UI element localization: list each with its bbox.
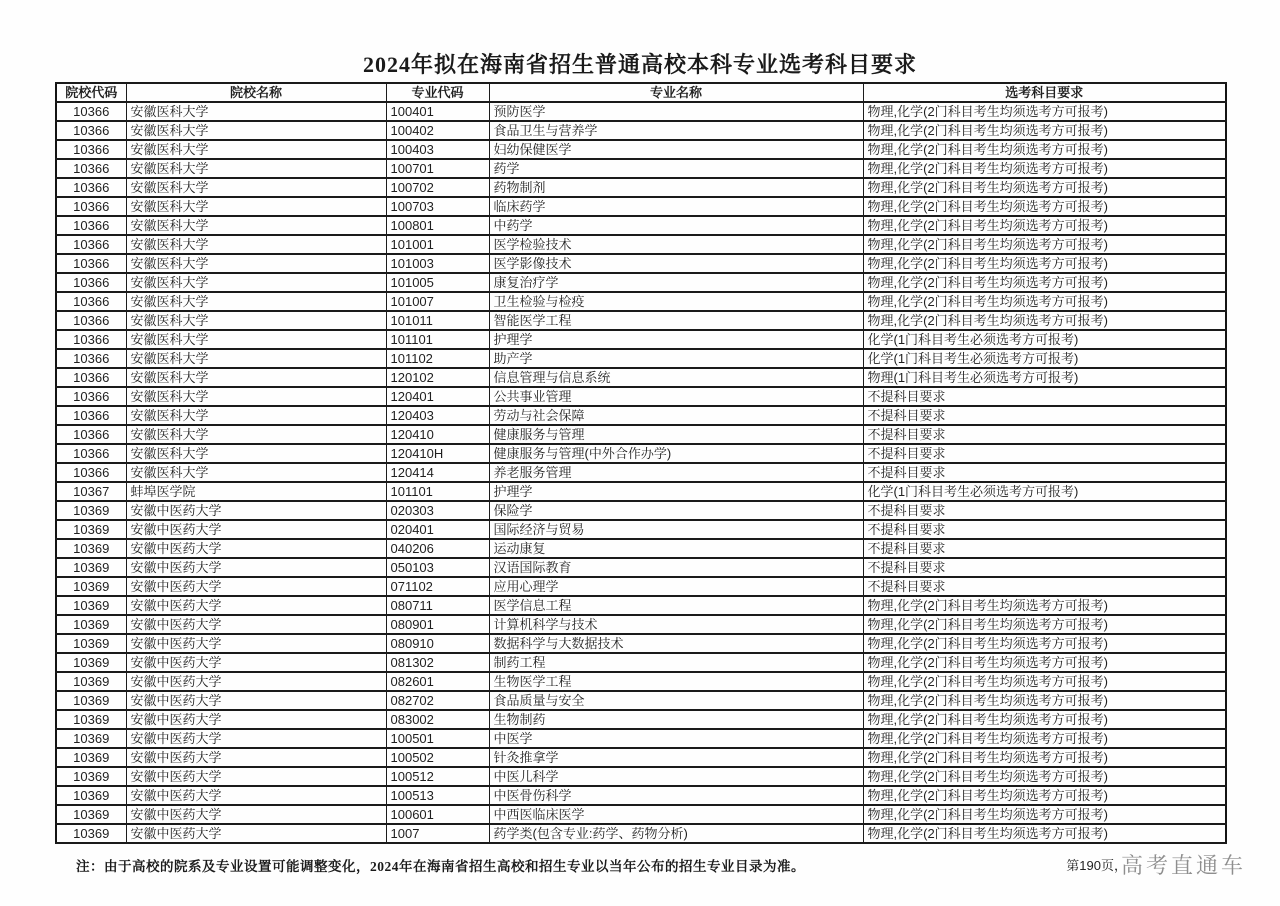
college-name-cell: 安徽中医药大学 bbox=[126, 824, 386, 843]
requirement-cell: 物理,化学(2门科目考生均须选考方可报考) bbox=[863, 805, 1226, 824]
requirement-cell: 物理,化学(2门科目考生均须选考方可报考) bbox=[863, 691, 1226, 710]
college-code-cell: 10369 bbox=[56, 710, 126, 729]
major-name-cell: 中医儿科学 bbox=[489, 767, 863, 786]
major-code-cell: 100502 bbox=[386, 748, 489, 767]
table-row bbox=[56, 349, 1226, 368]
requirement-cell: 物理,化学(2门科目考生均须选考方可报考) bbox=[863, 729, 1226, 748]
table-row bbox=[56, 615, 1226, 634]
major-name-cell: 妇幼保健医学 bbox=[489, 140, 863, 159]
table-row bbox=[56, 577, 1226, 596]
major-code-cell: 020401 bbox=[386, 520, 489, 539]
major-name-cell: 健康服务与管理 bbox=[489, 425, 863, 444]
major-code-cell: 120414 bbox=[386, 463, 489, 482]
table-row bbox=[56, 520, 1226, 539]
college-name-cell: 安徽医科大学 bbox=[126, 368, 386, 387]
college-name-cell: 安徽医科大学 bbox=[126, 102, 386, 121]
requirement-cell: 不提科目要求 bbox=[863, 425, 1226, 444]
table-row bbox=[56, 805, 1226, 824]
major-name-cell: 数据科学与大数据技术 bbox=[489, 634, 863, 653]
table-row bbox=[56, 330, 1226, 349]
college-code-cell: 10366 bbox=[56, 368, 126, 387]
requirement-cell: 物理,化学(2门科目考生均须选考方可报考) bbox=[863, 615, 1226, 634]
college-code-cell: 10369 bbox=[56, 824, 126, 843]
college-name-cell: 安徽中医药大学 bbox=[126, 520, 386, 539]
college-code-cell: 10369 bbox=[56, 501, 126, 520]
college-code-cell: 10369 bbox=[56, 653, 126, 672]
requirement-cell: 物理,化学(2门科目考生均须选考方可报考) bbox=[863, 311, 1226, 330]
requirement-cell: 物理,化学(2门科目考生均须选考方可报考) bbox=[863, 596, 1226, 615]
college-name-cell: 安徽医科大学 bbox=[126, 273, 386, 292]
table-row bbox=[56, 539, 1226, 558]
table-row bbox=[56, 824, 1226, 843]
major-code-cell: 080711 bbox=[386, 596, 489, 615]
college-name-cell: 安徽医科大学 bbox=[126, 140, 386, 159]
college-code-cell: 10366 bbox=[56, 273, 126, 292]
college-name-cell: 安徽医科大学 bbox=[126, 330, 386, 349]
major-name-cell: 卫生检验与检疫 bbox=[489, 292, 863, 311]
college-code-cell: 10369 bbox=[56, 558, 126, 577]
table-row bbox=[56, 159, 1226, 178]
college-code-cell: 10369 bbox=[56, 634, 126, 653]
requirement-cell: 不提科目要求 bbox=[863, 501, 1226, 520]
college-code-cell: 10366 bbox=[56, 140, 126, 159]
college-name-cell: 安徽中医药大学 bbox=[126, 634, 386, 653]
table-row bbox=[56, 482, 1226, 501]
requirement-cell: 物理,化学(2门科目考生均须选考方可报考) bbox=[863, 140, 1226, 159]
subject-requirements-table bbox=[55, 82, 1227, 844]
college-code-cell: 10366 bbox=[56, 311, 126, 330]
table-row bbox=[56, 672, 1226, 691]
requirement-cell: 物理,化学(2门科目考生均须选考方可报考) bbox=[863, 786, 1226, 805]
requirement-cell: 物理,化学(2门科目考生均须选考方可报考) bbox=[863, 273, 1226, 292]
college-name-cell: 安徽医科大学 bbox=[126, 235, 386, 254]
requirement-cell: 物理,化学(2门科目考生均须选考方可报考) bbox=[863, 254, 1226, 273]
college-name-cell: 安徽中医药大学 bbox=[126, 805, 386, 824]
major-code-cell: 120401 bbox=[386, 387, 489, 406]
college-name-cell: 安徽医科大学 bbox=[126, 254, 386, 273]
college-code-cell: 10369 bbox=[56, 729, 126, 748]
requirement-cell: 不提科目要求 bbox=[863, 520, 1226, 539]
table-row bbox=[56, 121, 1226, 140]
table-row bbox=[56, 634, 1226, 653]
college-name-cell: 安徽中医药大学 bbox=[126, 558, 386, 577]
col-header-college-code: 院校代码 bbox=[56, 83, 126, 102]
college-name-cell: 安徽医科大学 bbox=[126, 387, 386, 406]
major-name-cell: 应用心理学 bbox=[489, 577, 863, 596]
major-code-cell: 100512 bbox=[386, 767, 489, 786]
requirement-cell: 物理,化学(2门科目考生均须选考方可报考) bbox=[863, 767, 1226, 786]
major-name-cell: 临床药学 bbox=[489, 197, 863, 216]
table-row bbox=[56, 691, 1226, 710]
table-row bbox=[56, 501, 1226, 520]
table-header-row bbox=[56, 83, 1226, 102]
major-name-cell: 生物医学工程 bbox=[489, 672, 863, 691]
college-code-cell: 10366 bbox=[56, 254, 126, 273]
table-row bbox=[56, 729, 1226, 748]
major-code-cell: 101011 bbox=[386, 311, 489, 330]
major-name-cell: 护理学 bbox=[489, 330, 863, 349]
major-name-cell: 国际经济与贸易 bbox=[489, 520, 863, 539]
major-code-cell: 040206 bbox=[386, 539, 489, 558]
table-row bbox=[56, 710, 1226, 729]
college-code-cell: 10366 bbox=[56, 121, 126, 140]
requirement-cell: 不提科目要求 bbox=[863, 577, 1226, 596]
major-code-cell: 082601 bbox=[386, 672, 489, 691]
major-code-cell: 100401 bbox=[386, 102, 489, 121]
college-code-cell: 10366 bbox=[56, 197, 126, 216]
college-name-cell: 安徽中医药大学 bbox=[126, 501, 386, 520]
major-code-cell: 101007 bbox=[386, 292, 489, 311]
college-name-cell: 安徽中医药大学 bbox=[126, 691, 386, 710]
requirement-cell: 物理,化学(2门科目考生均须选考方可报考) bbox=[863, 216, 1226, 235]
college-name-cell: 安徽中医药大学 bbox=[126, 615, 386, 634]
college-code-cell: 10366 bbox=[56, 406, 126, 425]
college-code-cell: 10366 bbox=[56, 159, 126, 178]
college-name-cell: 安徽医科大学 bbox=[126, 463, 386, 482]
col-header-major-code: 专业代码 bbox=[386, 83, 489, 102]
major-name-cell: 智能医学工程 bbox=[489, 311, 863, 330]
college-name-cell: 安徽医科大学 bbox=[126, 197, 386, 216]
requirement-cell: 物理,化学(2门科目考生均须选考方可报考) bbox=[863, 710, 1226, 729]
college-name-cell: 安徽中医药大学 bbox=[126, 748, 386, 767]
col-header-college-name: 院校名称 bbox=[126, 83, 386, 102]
college-code-cell: 10369 bbox=[56, 520, 126, 539]
college-name-cell: 安徽中医药大学 bbox=[126, 653, 386, 672]
college-code-cell: 10366 bbox=[56, 178, 126, 197]
major-code-cell: 100513 bbox=[386, 786, 489, 805]
requirement-cell: 物理,化学(2门科目考生均须选考方可报考) bbox=[863, 634, 1226, 653]
college-code-cell: 10369 bbox=[56, 805, 126, 824]
requirement-cell: 物理,化学(2门科目考生均须选考方可报考) bbox=[863, 235, 1226, 254]
college-name-cell: 安徽医科大学 bbox=[126, 216, 386, 235]
major-name-cell: 劳动与社会保障 bbox=[489, 406, 863, 425]
major-name-cell: 中西医临床医学 bbox=[489, 805, 863, 824]
college-code-cell: 10366 bbox=[56, 216, 126, 235]
major-name-cell: 中药学 bbox=[489, 216, 863, 235]
college-name-cell: 安徽中医药大学 bbox=[126, 786, 386, 805]
table-row bbox=[56, 311, 1226, 330]
major-code-cell: 120410H bbox=[386, 444, 489, 463]
major-name-cell: 计算机科学与技术 bbox=[489, 615, 863, 634]
requirement-cell: 化学(1门科目考生必须选考方可报考) bbox=[863, 349, 1226, 368]
major-name-cell: 中医骨伤科学 bbox=[489, 786, 863, 805]
college-code-cell: 10369 bbox=[56, 691, 126, 710]
major-code-cell: 101102 bbox=[386, 349, 489, 368]
requirement-cell: 物理,化学(2门科目考生均须选考方可报考) bbox=[863, 197, 1226, 216]
college-code-cell: 10369 bbox=[56, 748, 126, 767]
requirement-cell: 不提科目要求 bbox=[863, 444, 1226, 463]
major-name-cell: 预防医学 bbox=[489, 102, 863, 121]
requirement-cell: 物理,化学(2门科目考生均须选考方可报考) bbox=[863, 178, 1226, 197]
major-code-cell: 020303 bbox=[386, 501, 489, 520]
table-row bbox=[56, 596, 1226, 615]
college-code-cell: 10366 bbox=[56, 444, 126, 463]
college-code-cell: 10369 bbox=[56, 767, 126, 786]
requirement-cell: 物理,化学(2门科目考生均须选考方可报考) bbox=[863, 121, 1226, 140]
table-row bbox=[56, 748, 1226, 767]
major-code-cell: 080901 bbox=[386, 615, 489, 634]
requirement-cell: 物理,化学(2门科目考生均须选考方可报考) bbox=[863, 824, 1226, 843]
major-name-cell: 信息管理与信息系统 bbox=[489, 368, 863, 387]
college-name-cell: 安徽中医药大学 bbox=[126, 577, 386, 596]
major-name-cell: 食品卫生与营养学 bbox=[489, 121, 863, 140]
college-name-cell: 安徽医科大学 bbox=[126, 159, 386, 178]
major-code-cell: 101003 bbox=[386, 254, 489, 273]
major-name-cell: 针灸推拿学 bbox=[489, 748, 863, 767]
college-name-cell: 安徽中医药大学 bbox=[126, 539, 386, 558]
college-code-cell: 10366 bbox=[56, 349, 126, 368]
college-code-cell: 10369 bbox=[56, 577, 126, 596]
table-row bbox=[56, 140, 1226, 159]
college-code-cell: 10369 bbox=[56, 539, 126, 558]
major-code-cell: 100702 bbox=[386, 178, 489, 197]
watermark: 高考直通车 bbox=[1120, 853, 1246, 878]
major-name-cell: 公共事业管理 bbox=[489, 387, 863, 406]
major-code-cell: 1007 bbox=[386, 824, 489, 843]
table-row bbox=[56, 463, 1226, 482]
requirement-cell: 物理,化学(2门科目考生均须选考方可报考) bbox=[863, 672, 1226, 691]
college-code-cell: 10369 bbox=[56, 672, 126, 691]
major-name-cell: 医学信息工程 bbox=[489, 596, 863, 615]
major-name-cell: 护理学 bbox=[489, 482, 863, 501]
major-name-cell: 药学 bbox=[489, 159, 863, 178]
table-row bbox=[56, 368, 1226, 387]
major-code-cell: 071102 bbox=[386, 577, 489, 596]
major-name-cell: 助产学 bbox=[489, 349, 863, 368]
college-code-cell: 10369 bbox=[56, 786, 126, 805]
table-row bbox=[56, 273, 1226, 292]
college-code-cell: 10366 bbox=[56, 387, 126, 406]
major-code-cell: 050103 bbox=[386, 558, 489, 577]
requirement-cell: 化学(1门科目考生必须选考方可报考) bbox=[863, 330, 1226, 349]
college-code-cell: 10366 bbox=[56, 425, 126, 444]
col-header-subject-requirement: 选考科目要求 bbox=[863, 83, 1226, 102]
major-name-cell: 汉语国际教育 bbox=[489, 558, 863, 577]
college-code-cell: 10369 bbox=[56, 596, 126, 615]
major-code-cell: 100403 bbox=[386, 140, 489, 159]
table-row bbox=[56, 444, 1226, 463]
table-row bbox=[56, 254, 1226, 273]
college-name-cell: 安徽医科大学 bbox=[126, 444, 386, 463]
table-row bbox=[56, 653, 1226, 672]
table-row bbox=[56, 102, 1226, 121]
college-name-cell: 安徽中医药大学 bbox=[126, 672, 386, 691]
college-name-cell: 安徽医科大学 bbox=[126, 311, 386, 330]
major-name-cell: 药学类(包含专业:药学、药物分析) bbox=[489, 824, 863, 843]
major-code-cell: 100402 bbox=[386, 121, 489, 140]
requirement-cell: 物理,化学(2门科目考生均须选考方可报考) bbox=[863, 292, 1226, 311]
college-name-cell: 安徽中医药大学 bbox=[126, 596, 386, 615]
major-name-cell: 医学影像技术 bbox=[489, 254, 863, 273]
requirement-cell: 化学(1门科目考生必须选考方可报考) bbox=[863, 482, 1226, 501]
major-code-cell: 100703 bbox=[386, 197, 489, 216]
major-code-cell: 101001 bbox=[386, 235, 489, 254]
major-name-cell: 医学检验技术 bbox=[489, 235, 863, 254]
table-row bbox=[56, 235, 1226, 254]
major-code-cell: 101101 bbox=[386, 482, 489, 501]
major-name-cell: 中医学 bbox=[489, 729, 863, 748]
major-name-cell: 运动康复 bbox=[489, 539, 863, 558]
college-name-cell: 安徽医科大学 bbox=[126, 425, 386, 444]
major-code-cell: 120410 bbox=[386, 425, 489, 444]
college-code-cell: 10366 bbox=[56, 330, 126, 349]
requirement-cell: 物理,化学(2门科目考生均须选考方可报考) bbox=[863, 159, 1226, 178]
college-name-cell: 蚌埠医学院 bbox=[126, 482, 386, 501]
table-row bbox=[56, 178, 1226, 197]
college-code-cell: 10366 bbox=[56, 235, 126, 254]
page-footer bbox=[1066, 849, 1246, 880]
major-code-cell: 082702 bbox=[386, 691, 489, 710]
college-code-cell: 10366 bbox=[56, 463, 126, 482]
college-name-cell: 安徽医科大学 bbox=[126, 121, 386, 140]
table-row bbox=[56, 786, 1226, 805]
major-code-cell: 081302 bbox=[386, 653, 489, 672]
table-row bbox=[56, 425, 1226, 444]
college-name-cell: 安徽中医药大学 bbox=[126, 710, 386, 729]
major-code-cell: 100801 bbox=[386, 216, 489, 235]
major-code-cell: 101101 bbox=[386, 330, 489, 349]
college-name-cell: 安徽中医药大学 bbox=[126, 767, 386, 786]
major-name-cell: 保险学 bbox=[489, 501, 863, 520]
table-row bbox=[56, 216, 1226, 235]
major-code-cell: 080910 bbox=[386, 634, 489, 653]
college-name-cell: 安徽医科大学 bbox=[126, 178, 386, 197]
major-name-cell: 药物制剂 bbox=[489, 178, 863, 197]
footnote: 注：由于高校的院系及专业设置可能调整变化，2024年在海南省招生高校和招生专业以当年公布的招生专业目录为准。 bbox=[76, 859, 805, 874]
major-code-cell: 120102 bbox=[386, 368, 489, 387]
college-code-cell: 10367 bbox=[56, 482, 126, 501]
requirement-cell: 物理(1门科目考生必须选考方可报考) bbox=[863, 368, 1226, 387]
major-code-cell: 100501 bbox=[386, 729, 489, 748]
college-name-cell: 安徽医科大学 bbox=[126, 406, 386, 425]
table-row bbox=[56, 406, 1226, 425]
table-row bbox=[56, 387, 1226, 406]
table-row bbox=[56, 197, 1226, 216]
page-number: 第190页， bbox=[1066, 858, 1127, 873]
table-row bbox=[56, 558, 1226, 577]
requirement-cell: 不提科目要求 bbox=[863, 387, 1226, 406]
major-code-cell: 101005 bbox=[386, 273, 489, 292]
requirement-cell: 不提科目要求 bbox=[863, 539, 1226, 558]
table-row bbox=[56, 767, 1226, 786]
requirement-cell: 不提科目要求 bbox=[863, 558, 1226, 577]
major-code-cell: 100701 bbox=[386, 159, 489, 178]
major-name-cell: 生物制药 bbox=[489, 710, 863, 729]
col-header-major-name: 专业名称 bbox=[489, 83, 863, 102]
table-row bbox=[56, 292, 1226, 311]
requirement-cell: 不提科目要求 bbox=[863, 463, 1226, 482]
major-code-cell: 120403 bbox=[386, 406, 489, 425]
major-code-cell: 100601 bbox=[386, 805, 489, 824]
college-code-cell: 10366 bbox=[56, 102, 126, 121]
requirement-cell: 物理,化学(2门科目考生均须选考方可报考) bbox=[863, 653, 1226, 672]
page-title: 2024年拟在海南省招生普通高校本科专业选考科目要求 bbox=[362, 52, 917, 77]
major-name-cell: 养老服务管理 bbox=[489, 463, 863, 482]
college-code-cell: 10366 bbox=[56, 292, 126, 311]
major-code-cell: 083002 bbox=[386, 710, 489, 729]
major-name-cell: 健康服务与管理(中外合作办学) bbox=[489, 444, 863, 463]
major-name-cell: 康复治疗学 bbox=[489, 273, 863, 292]
major-name-cell: 食品质量与安全 bbox=[489, 691, 863, 710]
requirement-cell: 不提科目要求 bbox=[863, 406, 1226, 425]
college-code-cell: 10369 bbox=[56, 615, 126, 634]
major-name-cell: 制药工程 bbox=[489, 653, 863, 672]
requirement-cell: 物理,化学(2门科目考生均须选考方可报考) bbox=[863, 102, 1226, 121]
requirement-cell: 物理,化学(2门科目考生均须选考方可报考) bbox=[863, 748, 1226, 767]
college-name-cell: 安徽医科大学 bbox=[126, 349, 386, 368]
college-name-cell: 安徽医科大学 bbox=[126, 292, 386, 311]
college-name-cell: 安徽中医药大学 bbox=[126, 729, 386, 748]
